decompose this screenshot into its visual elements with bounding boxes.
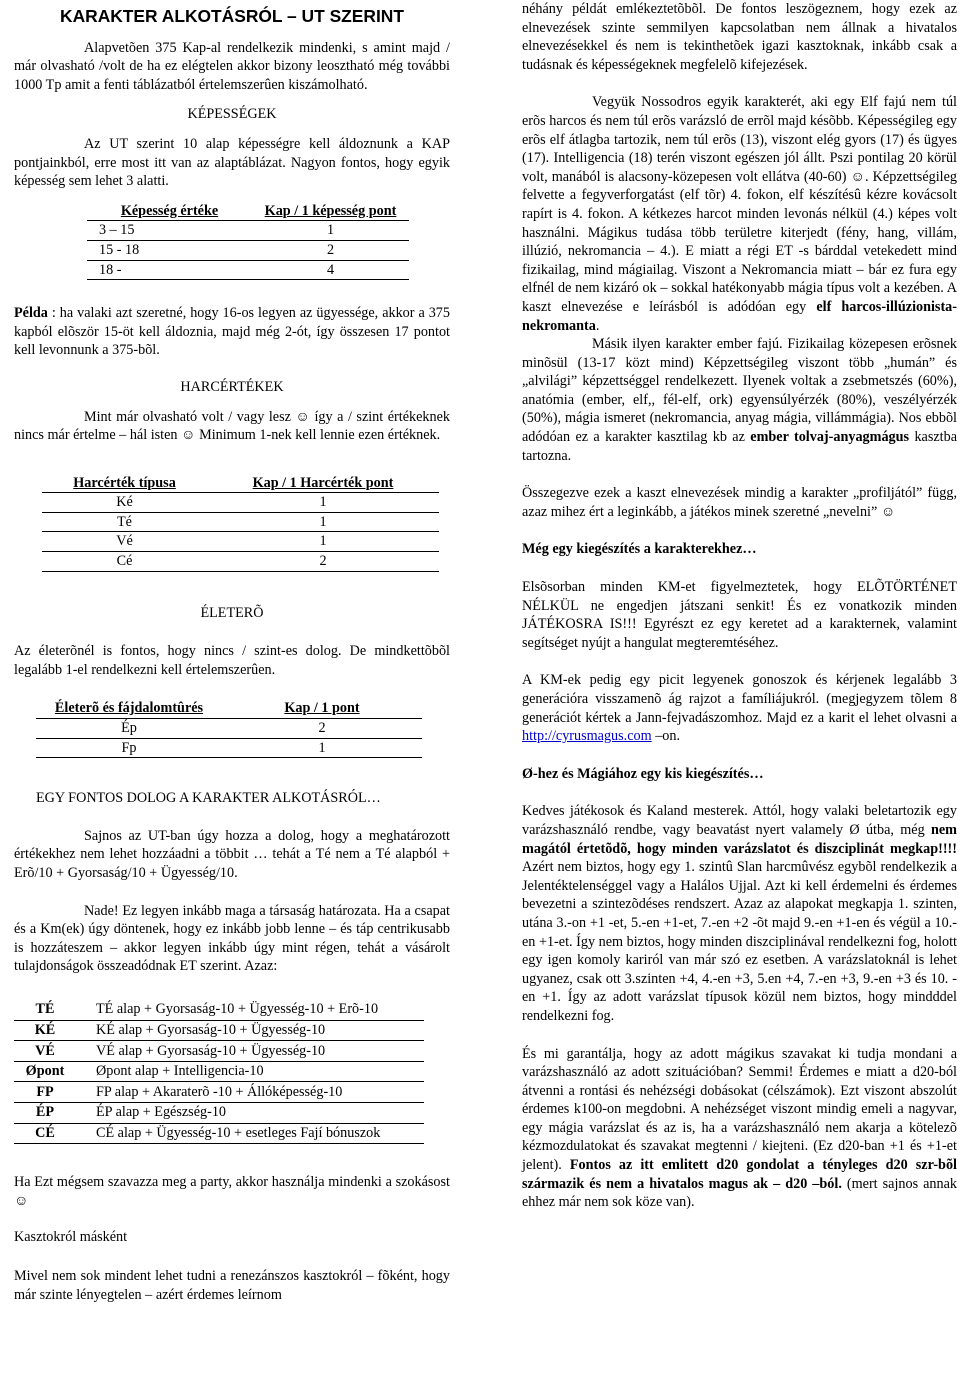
table-cell: Ép (36, 719, 222, 739)
right-column (522, 0, 957, 1212)
section-heading-eletero: ÉLETERÕ (200, 604, 264, 621)
kepessegek-paragraph: Az UT szerint 10 alap képességre kell áldoznunk a KAP pontjainkból, erre most itt van az alaptáblázat. Nagyon fontos, hogy egyik képesség sem lehet 3 alatti. (14, 135, 450, 190)
table-cell: CÉ alap + Ügyesség-10 + esetleges Fají bónuszok (76, 1123, 424, 1144)
generacio-text: A KM-ek pedig egy picit legyenek gonoszok és kérjenek legalább 3 generációra visszamenõ ág rajzot a famíliájukról. (megjegyzem tõlem 8 generációt kértek a Jann-fejvadászomhoz. Majd ez a karit el lehet olvasni a (522, 672, 957, 726)
table-cell: 1 (252, 221, 409, 241)
generacio-paragraph (522, 671, 957, 745)
table-row (14, 1061, 424, 1082)
cyrusmagus-link[interactable]: http://cyrusmagus.com (522, 728, 652, 745)
table-cell: 15 - 18 (87, 240, 252, 260)
pelda-text: : ha valaki azt szeretné, hogy 16-os legyen az ügyessége, akkor a 375 kapból elõször 15-öt kell áldoznia, majd még 2-ót, így összesen 17 pontot kell levonnunk a 375-bõl. (14, 305, 450, 359)
table-header-row (36, 699, 422, 718)
table-cell: TÉ alap + Gyorsaság-10 + Ügyesség-10 + Erõ-10 (76, 1000, 424, 1020)
table-cell: Øpont (14, 1061, 76, 1082)
garancia-end: (mert sajnos annak ehhez már nem sok köze van). (522, 1175, 957, 1211)
table-cell: ÉP (14, 1102, 76, 1123)
table-row (14, 1041, 424, 1062)
garancia-text: És mi garantálja, hogy az adott mágikus szavakat ki tudja mondani a varázshasználó az adott szituációban? Semmi! Érdemes e miatt a d20-ból átvenni a rontási és nehézségi dobásokat (célszámok). Ezt viszont abszolút érdemes k100-on megdobni. A nehézséget viszont mindig emeli a nagyvar, egy mágia varázslat és az is, ha a varázshasználó nem akarja a kötelezõ kézmozdulatokat és szavakat megtenni / kiejteni. (Ez d20-ban +1 és +1-et jelent). (522, 1045, 957, 1174)
table-cell: Fp (36, 738, 222, 758)
table-cell: VÉ (14, 1041, 76, 1062)
summary-paragraph: Összegezve ezek a kaszt elnevezések mindig a karakter „profiljától” függ, azaz mihez ért a leginkább, a játékos minek szeretné „nevelni” ☺ (522, 485, 957, 520)
table-cell: FP alap + Akaraterõ -10 + Állóképesség-10 (76, 1082, 424, 1103)
table-row (14, 1020, 424, 1041)
magia-text: Kedves játékosok és Kaland mesterek. Attól, hogy valaki beletartozik egy varázshasználó rendbe, vagy beavatást nyert valamely Ø útba, még (522, 803, 957, 838)
generacio-end: –on. (651, 728, 681, 745)
human-example-end: kasztba tartozna. (522, 429, 957, 464)
table-cell: 2 (207, 552, 439, 572)
table-cell: KÉ (14, 1020, 76, 1041)
human-class-name: ember tolvaj-anyagmágus (750, 429, 910, 446)
table-cell: 1 (207, 532, 439, 552)
table-header: Kap / 1 Harcérték pont (207, 474, 439, 493)
table-cell: VÉ alap + Gyorsaság-10 + Ügyesség-10 (76, 1041, 424, 1062)
section-heading-kepessegek: KÉPESSÉGEK (187, 106, 277, 123)
magia-rest: Azért nem biztos, hogy egy 1. szintû Slan harcmûvész egybõl rendelkezik a Jelentéktelenséggel vagy a Halálos Ujjal. Azt ki kell érdemelni és érdemes bevezetni a szintezõdéses rendszert. Azaz az alapokat megkapja 1. szinten, utána 3.-on +1 -et, 5.-en +1-et, 7.-en +2 -õt majd 9.-en +1-en és végül a 10.-en +1-et. Így nem biztos, hogy minden diszciplinával rendelkezni fog, holott egy igen komoly kariról van már szó ez esetben. A varázslatoknál is lehet ugyanez, csak ott 3.szinten +4, 4.-en +3, 5.en +4, 7.-en +3, 9.-en +3 és 10. -en +1. Így az adott varázslat típusok közül nem biztos, hogy mindddel rendelkezni fog. (522, 859, 957, 1024)
table-row (14, 1123, 424, 1144)
page-title: KARAKTER ALKOTÁSRÓL – UT SZERINT (60, 6, 404, 26)
table-cell: 2 (252, 240, 409, 260)
table-cell: Øpont alap + Intelligencia-10 (76, 1061, 424, 1082)
table-cell: TÉ (14, 1000, 76, 1020)
kasztokrol-heading: Kasztokról másként (14, 1229, 128, 1246)
section-heading-harcertekek: HARCÉRTÉKEK (180, 378, 284, 395)
human-example-paragraph (522, 335, 957, 465)
table-cell: 4 (252, 260, 409, 280)
table-row (14, 1000, 424, 1020)
table-row (14, 1102, 424, 1123)
table-row (14, 1082, 424, 1103)
garancia-emphasis: Fontos az itt emlitett d20 gondolat a tényleges d20 szr-bõl származik és nem a hivatalos magus ak – d20 –ból. (522, 1157, 957, 1192)
table-cell: Té (42, 512, 207, 532)
table-row (42, 493, 439, 513)
table-row (42, 532, 439, 552)
harc-paragraph: Mint már olvasható volt / vagy lesz ☺ így a / szint értékeknek nincs már értelme – hál isten ☺ Minimum 1-nek kell lennie ezen értéknek. (14, 408, 450, 444)
nade-paragraph: Nade! Ez legyen inkább maga a társaság határozata. Ha a csapat és a Km(ek) úgy döntenek, hogy ez inkább jobb lenne – és táp centrikusabb is hozzáteszem – akkor legyen inkább úgy mint régen, tehát a vásárolt tulajdonságok összeadódnak ET szerint. Azaz: (14, 902, 450, 975)
table-header: Kap / 1 képesség pont (252, 202, 409, 221)
kepesseg-table (87, 202, 409, 280)
table-cell: Cé (42, 552, 207, 572)
table-row (42, 512, 439, 532)
section-heading-kiegeszites: Még egy kiegészítés a karakterekhez… (522, 541, 757, 558)
formula-table (14, 1000, 424, 1144)
party-paragraph: Ha Ezt mégsem szavazza meg a party, akkor használja mindenki a szokásost ☺ (14, 1174, 450, 1209)
table-header: Képesség értéke (87, 202, 252, 221)
table-cell: Ké (42, 493, 207, 513)
magia-emphasis: nem magától értetõdõ, hogy minden varázslatot és diszciplinát megkap!!!! (522, 821, 957, 857)
table-cell: Vé (42, 532, 207, 552)
human-example-text: Másik ilyen karakter ember fajú. Fizikailag közepesen erõsnek minõsül (13-17 közt mind) Képzettségileg viszont több „humán” és „alvilági” képzettséggel rendelkezett. Ilyenek voltak a zsebmetszés (60%), anatómia (ember, elf,, fél-elf, ork) egyensúlyérzék (80%), veszélyérzék (50%), mágia ismeret (nekromancia, anyag mágia, villámmágia). Nos ebbõl adódóan ez a karakter kasztilag kb az (522, 336, 957, 446)
intro-paragraph: Alapvetõen 375 Kap-al rendelkezik mindenki, s amint majd / már olvasható /volt de ha ez elégtelen akkor bizony leosztható még további 1000 Tp amit a fenti táblázatból értelemszerûen kiszámolható. (14, 39, 450, 93)
eletero-paragraph: Az életerõnél is fontos, hogy nincs / szint-es dolog. De mindkettõbõl legalább 1-el rendelkezni kell értelemszerûen. (14, 643, 450, 678)
examples-paragraph: néhány példát emlékeztetõbõl. De fontos leszögeznem, hogy ezek az elnevezések szinte semmilyen kapcsolatban nem állnak a hivatalos elnevezésekkel és nem is tekinthetõek igazi kasztoknak, inkább csak a tudásnak és képességeknek megfelelõ kifejezések. (522, 1, 957, 73)
elf-class-name: elf harcos-illúzionista-nekromanta (522, 298, 957, 334)
table-cell: 1 (222, 738, 422, 758)
garancia-paragraph (522, 1045, 957, 1212)
table-header: Harcérték típusa (42, 474, 207, 493)
table-row (36, 719, 422, 739)
pelda-label: Példa (14, 305, 48, 322)
harcertek-table (42, 474, 439, 572)
fontos-paragraph: Sajnos az UT-ban úgy hozza a dolog, hogy a meghatározott értékekhez nem lehet hozzáadni a többit … tehát a Té nem a Té alapból + Erõ/10 + Gyorsaság/10 + Ügyesség/10. (14, 827, 450, 881)
table-cell: 1 (207, 493, 439, 513)
elf-example-paragraph (522, 93, 957, 335)
table-header-row (87, 202, 409, 221)
table-cell: ÉP alap + Egészség-10 (76, 1102, 424, 1123)
table-cell: 3 – 15 (87, 221, 252, 241)
table-cell: KÉ alap + Gyorsaság-10 + Ügyesség-10 (76, 1020, 424, 1041)
table-header: Kap / 1 pont (222, 699, 422, 718)
elf-example-text: Vegyük Nossodros egyik karakterét, aki egy Elf fajú nem túl erõs harcos és nem túl erõs varázsló de errõl majd késõbb. Képességileg egy erõs elf átlagba tartozik, nem túl erõs (13), viszont elég gyors (17) és ügyes (17). Intelligencia (18) terén viszont egészen jól állt. Pszi pontilag 20 körül volt, manából is alacsony-közepesen volt ellátva (40-60) ☺. Képzettségileg felvette a fegyverforgatást (elf tõr) 4. fokon, elf készítésû kézre kovácsolt rapírt is 4. fokon. A kétkezes harcot minden levonás nélkül (4.) képes volt használni. Mágikus tudása több területre kiterjedt (fény, hang, villám, illúzió, nekromancia – 4.). E miatt a régi ET -s bárddal vetekedett mind fizikailag, mind mágiailag. Viszont a Nekromancia miatt – bár ez fura egy elfnél de nem kizáró ok – sokkal hatékonyabb mágia típus volt a kezében. A kaszt elnevezése e leírásból is adódóan egy (522, 94, 957, 315)
table-row (42, 552, 439, 572)
table-header: Életerõ és fájdalomtûrés (36, 699, 222, 718)
table-row (87, 240, 409, 260)
table-row (87, 260, 409, 280)
table-cell: 1 (207, 512, 439, 532)
section-heading-fontos: EGY FONTOS DOLOG A KARAKTER ALKOTÁSRÓL… (36, 790, 381, 807)
elotortenet-paragraph: Elsõsorban minden KM-et figyelmeztetek, hogy ELÕTÖRTÉNET NÉLKÜL ne engedjen játszani senkit! És ez vonatkozik minden JÁTÉKOSRA IS!!! Egyrészt ez egy keretet ad a karakternek, valamint segítséget nyújt a hangulat megteremtéséhez. (522, 579, 957, 651)
table-cell: 2 (222, 719, 422, 739)
elf-example-end: . (595, 317, 600, 334)
table-row (87, 221, 409, 241)
table-header-row (42, 474, 439, 493)
mivel-paragraph: Mivel nem sok mindent lehet tudni a renezánszos kasztokról – fõként, hogy már szinte lényegtelen – azért érdemes leírnom (14, 1267, 450, 1303)
table-row (36, 738, 422, 758)
eletero-table (36, 699, 422, 758)
left-column (14, 0, 450, 1304)
magia-paragraph (522, 802, 957, 1025)
table-cell: 18 - (87, 260, 252, 280)
table-cell: FP (14, 1082, 76, 1103)
section-heading-magia: Ø-hez és Mágiához egy kis kiegészítés… (522, 765, 764, 782)
pelda-paragraph (14, 304, 450, 360)
table-cell: CÉ (14, 1123, 76, 1144)
